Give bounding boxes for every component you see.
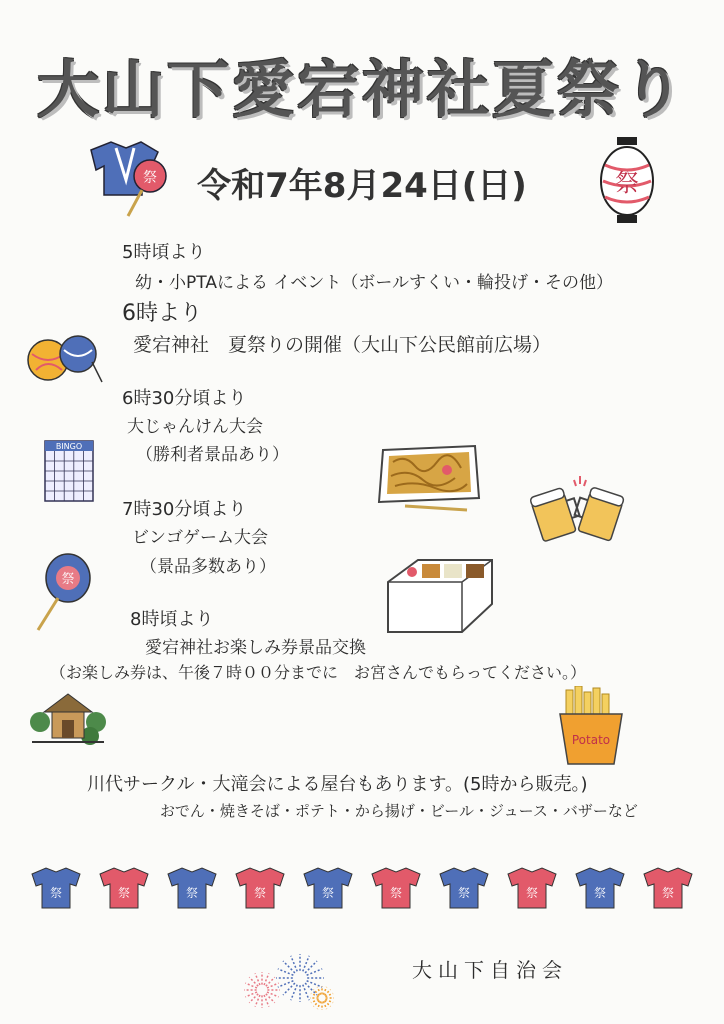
fan-top-char: 祭 <box>143 170 157 186</box>
bingo-card-icon <box>44 440 94 502</box>
bingo-label: BINGO <box>55 442 83 451</box>
poster-title: 大山下愛宕神社夏祭り <box>36 53 687 126</box>
beer-cheers-icon <box>518 474 638 544</box>
schedule-desc-1: 幼・小PTAによる イベント（ボールすくい・輪投げ・その他） <box>135 273 614 293</box>
happi-coat-icon <box>370 866 422 910</box>
happi-coat-icon <box>234 866 286 910</box>
fries-label: Potato <box>571 733 611 747</box>
uchiwa-fan-icon <box>32 552 92 634</box>
happi-coat-icon <box>642 866 694 910</box>
happi-coat-icon <box>166 866 218 910</box>
svg-text:祭: 祭 <box>457 886 471 900</box>
yakisoba-icon <box>375 440 485 515</box>
svg-text:祭: 祭 <box>253 886 267 900</box>
svg-text:祭: 祭 <box>661 886 675 900</box>
svg-text:祭: 祭 <box>525 886 539 900</box>
schedule-time-2: 6時より <box>122 301 202 326</box>
svg-text:祭: 祭 <box>49 886 63 900</box>
happi-coat-icon <box>302 866 354 910</box>
happi-coat-icon <box>506 866 558 910</box>
bento-box-icon <box>382 556 498 636</box>
stalls-line-2: おでん・焼きそば・ポテト・から揚げ・ビール・ジュース・バザーなど <box>160 802 638 820</box>
schedule-desc-5: 愛宕神社お楽しみ券景品交換 <box>145 638 366 658</box>
svg-text:祭: 祭 <box>185 886 199 900</box>
svg-text:祭: 祭 <box>389 886 403 900</box>
schedule-desc-2: 愛宕神社 夏祭りの開催（大山下公民館前広場） <box>133 334 552 356</box>
event-date: 令和7年8月24日(日) <box>197 166 527 206</box>
schedule-note-3: （勝利者景品あり） <box>136 445 289 465</box>
svg-text:祭: 祭 <box>321 886 335 900</box>
schedule-time-5: 8時頃より <box>130 609 214 630</box>
french-fries-icon <box>556 686 626 766</box>
organizer: 大山下自治会 <box>412 958 568 982</box>
stalls-line-1: 川代サークル・大滝会による屋台もあります。(5時から販売。) <box>87 774 588 795</box>
svg-text:祭: 祭 <box>117 886 131 900</box>
schedule-desc-4: ビンゴゲーム大会 <box>132 528 268 548</box>
happi-coat-icon <box>574 866 626 910</box>
happi-fan-illustration <box>86 140 176 220</box>
schedule-time-1: 5時頃より <box>122 242 206 263</box>
lantern-icon <box>597 135 657 225</box>
happi-coat-icon <box>438 866 490 910</box>
fan-mid-char: 祭 <box>61 572 75 587</box>
schedule-time-4: 7時30分頃より <box>122 499 247 520</box>
schedule-note-4: （景品多数あり） <box>140 557 276 577</box>
happi-coat-icon <box>98 866 150 910</box>
water-balloon-icon <box>26 322 106 392</box>
lantern-char: 祭 <box>615 169 639 197</box>
happi-coat-icon <box>30 866 82 910</box>
schedule-note-5: （お楽しみ券は、午後７時００分までに お宮さんでもらってください。） <box>50 663 587 682</box>
svg-text:祭: 祭 <box>593 886 607 900</box>
schedule-time-3: 6時30分頃より <box>122 388 247 409</box>
happi-row <box>30 866 694 910</box>
fireworks-icon <box>238 952 334 1012</box>
shrine-icon <box>28 682 108 752</box>
schedule-desc-3: 大じゃんけん大会 <box>127 417 263 437</box>
